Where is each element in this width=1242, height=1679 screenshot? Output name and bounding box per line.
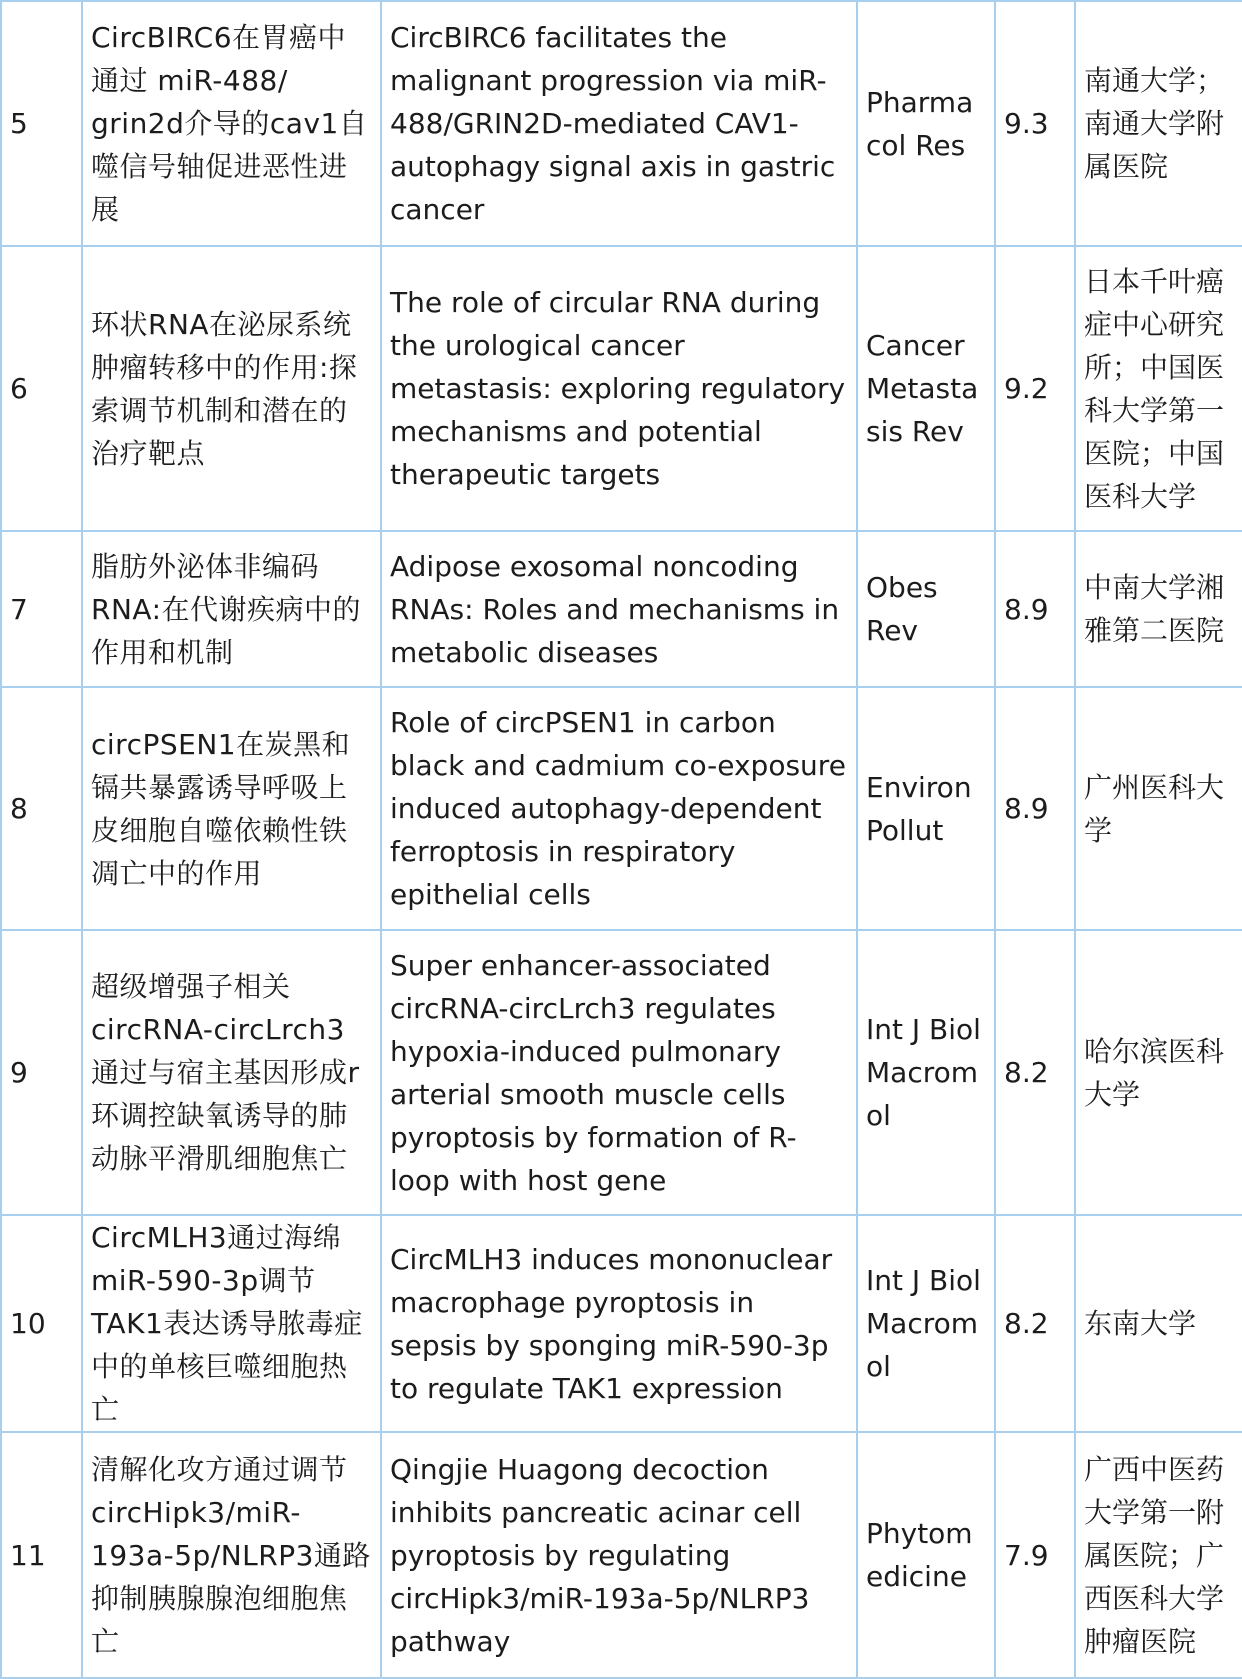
impact-factor: 9.2 [995, 246, 1075, 531]
row-number: 8 [1, 687, 82, 930]
row-number: 5 [1, 1, 82, 246]
title-english: Adipose exosomal noncoding RNAs: Roles and mechanisms in metabolic diseases [381, 531, 857, 687]
title-chinese: 环状RNA在泌尿系统肿瘤转移中的作用:探索调节机制和潜在的治疗靶点 [82, 246, 381, 531]
title-english: CircMLH3 induces mononuclear macrophage pyroptosis in sepsis by sponging miR-590-3p to regulate TAK1 expression [381, 1215, 857, 1432]
table-row [1, 1, 1242, 246]
institution: 日本千叶癌症中心研究所；中国医科大学第一医院；中国医科大学 [1075, 246, 1242, 531]
title-chinese: 超级增强子相关circRNA-circLrch3通过与宿主基因形成r环调控缺氧诱导的肺动脉平滑肌细胞焦亡 [82, 930, 381, 1215]
row-number: 6 [1, 246, 82, 531]
row-number: 11 [1, 1432, 82, 1678]
table-row [1, 246, 1242, 531]
row-number: 10 [1, 1215, 82, 1432]
journal-name: Obes Rev [857, 531, 995, 687]
journal-name: Int J Biol Macromol [857, 930, 995, 1215]
institution: 广州医科大学 [1075, 687, 1242, 930]
title-english: The role of circular RNA during the urological cancer metastasis: exploring regulatory mechanisms and potential therapeutic targets [381, 246, 857, 531]
impact-factor: 8.2 [995, 930, 1075, 1215]
title-chinese: CircMLH3通过海绵miR-590-3p调节TAK1表达诱导脓毒症中的单核巨噬细胞热亡 [82, 1215, 381, 1432]
journal-name: Cancer Metastasis Rev [857, 246, 995, 531]
table-row [1, 687, 1242, 930]
journal-name: Int J Biol Macromol [857, 1215, 995, 1432]
impact-factor: 8.9 [995, 687, 1075, 930]
impact-factor: 8.2 [995, 1215, 1075, 1432]
table-row [1, 1215, 1242, 1432]
row-number: 9 [1, 930, 82, 1215]
title-english: Role of circPSEN1 in carbon black and cadmium co-exposure induced autophagy-dependent ferroptosis in respiratory epithelial cells [381, 687, 857, 930]
row-number: 7 [1, 531, 82, 687]
journal-name: Pharmacol Res [857, 1, 995, 246]
title-chinese: CircBIRC6在胃癌中通过 miR-488/ grin2d介导的cav1自噬信号轴促进恶性进展 [82, 1, 381, 246]
institution: 广西中医药大学第一附属医院；广西医科大学肿瘤医院 [1075, 1432, 1242, 1678]
institution: 东南大学 [1075, 1215, 1242, 1432]
institution: 南通大学；南通大学附属医院 [1075, 1, 1242, 246]
table-row [1, 1432, 1242, 1678]
impact-factor: 8.9 [995, 531, 1075, 687]
title-chinese: 清解化攻方通过调节circHipk3/miR-193a-5p/NLRP3通路抑制胰腺腺泡细胞焦亡 [82, 1432, 381, 1678]
journal-name: Phytomedicine [857, 1432, 995, 1678]
impact-factor: 9.3 [995, 1, 1075, 246]
title-english: Super enhancer-associated circRNA-circLrch3 regulates hypoxia-induced pulmonary arterial smooth muscle cells pyroptosis by formation of R-loop with host gene [381, 930, 857, 1215]
impact-factor: 7.9 [995, 1432, 1075, 1678]
title-english: CircBIRC6 facilitates the malignant progression via miR-488/GRIN2D-mediated CAV1-autophagy signal axis in gastric cancer [381, 1, 857, 246]
title-chinese: circPSEN1在炭黑和镉共暴露诱导呼吸上皮细胞自噬依赖性铁凋亡中的作用 [82, 687, 381, 930]
institution: 中南大学湘雅第二医院 [1075, 531, 1242, 687]
table-row [1, 930, 1242, 1215]
title-english: Qingjie Huagong decoction inhibits pancreatic acinar cell pyroptosis by regulating circHipk3/miR-193a-5p/NLRP3 pathway [381, 1432, 857, 1678]
journal-name: Environ Pollut [857, 687, 995, 930]
title-chinese: 脂肪外泌体非编码RNA:在代谢疾病中的作用和机制 [82, 531, 381, 687]
institution: 哈尔滨医科大学 [1075, 930, 1242, 1215]
table-row [1, 531, 1242, 687]
